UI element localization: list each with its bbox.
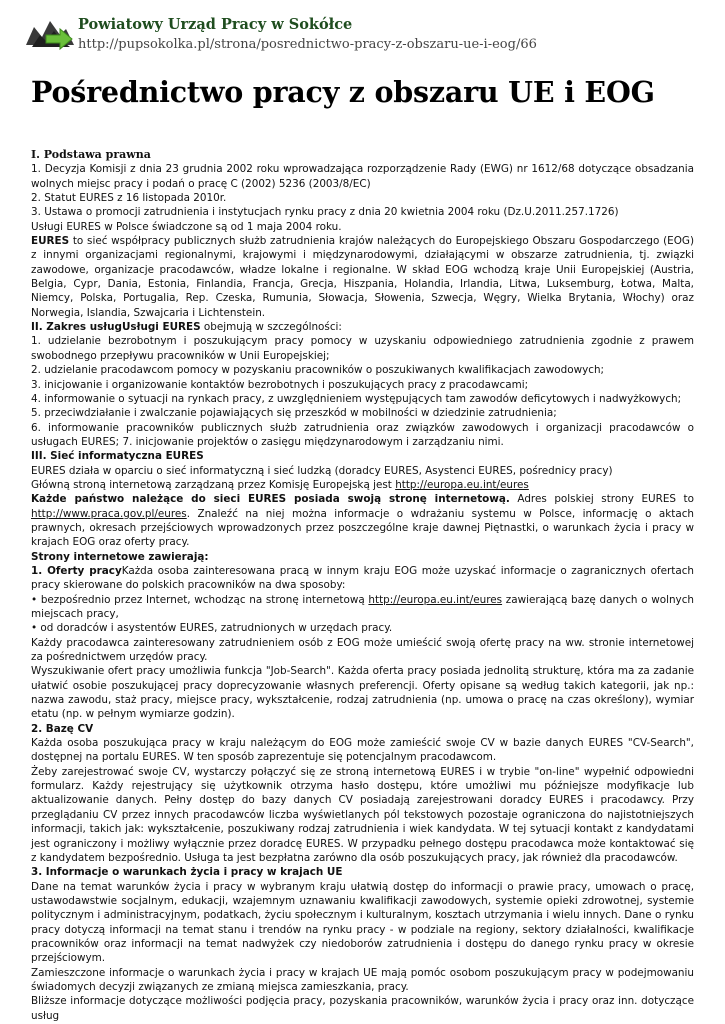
eures-description-text: to sieć współpracy publicznych służb zatrudnienia krajów należących do Europejskiego Obszaru Gospodarczego (EOG) z innymi organizacjami regionalnymi, krajowymi i międzynarodowymi, działającymi w obszarze zatrudnienia, tj. związki zawodowe, organizacje pracodawców, władze lokalne i regionalne. W skład EOG wchodzą kraje Unii Europejskiej (Austria, Belgia, Cypr, Dania, Estonia, Finlandia, Francja, Grecja, Hiszpania, Holandia, Irlandia, Litwa, Luksemburg, Łotwa, Malta, Niemcy, Polska, Portugalia, Rep. Czeska, Rumunia, Słowacja, Słowenia, Szwecja, Węgry, Wielka Brytania, Włochy) oraz Norwegia, Islandia, Szwajcaria i Lichtenstein. bbox=[31, 235, 694, 319]
eures-description bbox=[31, 234, 694, 320]
section-heading-network bbox=[31, 449, 694, 463]
legal-basis-item-1: 1. Decyzja Komisji z dnia 23 grudnia 2002 roku wprowadzająca rozporządzenie Rady (EWG) nr 1612/68 dotyczące obsadzania wolnych miejsc pracy i podań o pracę C (2002) 5236 (2003/8/EC) bbox=[31, 163, 694, 190]
site-header bbox=[26, 13, 716, 55]
scope-item-3: 3. inicjowanie i organizowanie kontaktów bezrobotnych i poszukujących pracy z pracodawcami; bbox=[31, 378, 529, 391]
site-name[interactable]: Powiatowy Urząd Pracy w Sokółce bbox=[78, 16, 353, 33]
cv-base-text-2: Żeby zarejestrować swoje CV, wystarczy połączyć się ze stroną internetową EURES i w trybie "on-line" wypełnić odpowiedni formularz. Każdy rejestrujący się użytkownik otrzyma hasło dostępu, które umożliwi mu późniejsze modyfikacje lub aktualizowanie danych. Pełny dostęp do bazy danych CV posiadają zarejestrowani doradcy EURES i pracodawcy. Przy przeglądaniu CV przez innych pracodawców liczba wyświetlanych pól tekstowych pozostaje ograniczona do najistotniejszych informacji, takich jak: wykształcenie, poszukiwany rodzaj zatrudnienia i wiek kandydata. W tej sytuacji kontakt z kandydatami jest ograniczony i możliwy wyłącznie przez doradcę EURES. W przypadku pełnego dostępu pracodawca może kontaktować się z kandydatem bezpośrednio. Usługa ta jest bezpłatna zarówno dla osób poszukujących pracy, jak również dla pracodawców. bbox=[31, 765, 694, 864]
bullet-internet-lead: • bezpośrednio przez Internet, wchodząc na stronę internetową bbox=[31, 593, 369, 606]
section-heading-legal-basis: I. Podstawa prawna bbox=[31, 148, 151, 161]
national-sites-bold: Każde państwo należące do sieci EURES posiada swoją stronę internetową. bbox=[31, 493, 510, 506]
job-offers-text: Każda osoba zainteresowana pracą w innym kraju EOG może uzyskać informacje o zagranicznych ofertach pracy skierowane do polskich pracowników na dwa sposoby: bbox=[31, 564, 694, 592]
employer-offer-text: Każdy pracodawca zainteresowany zatrudnieniem osób z EOG może umieścić swoją ofertę pracy na ww. stronie internetowej za pośrednictwem urzędów pracy. bbox=[31, 636, 694, 664]
section-heading-scope bbox=[31, 320, 694, 334]
legal-basis-item-2: 2. Statut EURES z 16 listopada 2010r. bbox=[31, 192, 227, 205]
scope-item-6: 6. informowanie pracowników publicznych służb zatrudnienia oraz związków zawodowych i organizacji pracodawców o usługach EURES; 7. inicjowanie projektów o zasięgu międzynarodowym i zarządzaniu nimi. bbox=[31, 421, 694, 448]
cv-base-text-1: Każda osoba poszukująca pracy w kraju należącym do EOG może zamieścić swoje CV w bazie danych EURES "CV-Search", dostępnej na portalu EURES. W ten sposób zaprezentuje się potencjalnym pracodawcom. bbox=[31, 737, 694, 764]
europa-eures-link[interactable]: http://europa.eu.int/eures bbox=[395, 478, 529, 491]
job-search-text: Wyszukiwanie ofert pracy umożliwia funkcja "Job-Search". Każda oferta pracy posiada jednolitą strukturę, która ma za zadanie ułatwić osobie poszukującej pracy doprecyzowanie własnych preferencji. Oferty opisane są według takich kategorii, jak np.: nazwa zawodu, staż pracy, miejsce pracy, wykształcenie, rodzaj zatrudnienia (np. umowa o pracę na czas określony), wymiar etatu (np. w pełnym wymiarze godzin). bbox=[31, 665, 694, 721]
pages-contain-heading bbox=[31, 550, 694, 564]
praca-gov-eures-link[interactable]: http://www.praca.gov.pl/eures bbox=[31, 507, 187, 520]
site-logo-icon bbox=[26, 17, 74, 51]
living-conditions-text-2: Zamieszczone informacje o warunkach życia i pracy w krajach UE mają pomóc osobom poszukującym pracy w podejmowaniu świadomych decyzji związanych ze zmianą miejsca zamieszkania, pracy. bbox=[31, 966, 694, 993]
network-text-2-lead: Główną stroną internetową zarządzaną przez Komisję Europejską jest bbox=[31, 478, 396, 491]
scope-item-5: 5. przeciwdziałanie i zwalczanie pojawiających się przeszkód w mobilności w dziedzinie zatrudnienia; bbox=[31, 407, 557, 420]
network-heading-bold: III. Sieć informatyczna EURES bbox=[31, 450, 204, 463]
living-conditions-text-1: Dane na temat warunków życia i pracy w wybranym kraju ułatwią dostęp do informacji o prawie pracy, umowach o pracę, ustawodawstwie socjalnym, edukacji, wzajemnym uznawaniu kwalifikacji zawodowych, systemie opieki zdrowotnej, systemie politycznym i administracyjnym, podatkach, życiu społecznym i kulturalnym, kosztach utrzymania i wielu innych. Dane o rynku pracy dotyczą informacji na temat stanu i trendów na rynku pracy - w podziale na regiony, sektory działalności, kwalifikacje pracowników oraz informacji na temat nadwyżek czy niedoborów zatrudnienia i dostępu do danego rynku pracy w okresie przejściowym. bbox=[31, 880, 694, 965]
scope-heading-bold: II. Zakres usługUsługi EURES bbox=[31, 321, 201, 334]
legal-basis-item-3: 3. Ustawa o promocji zatrudnienia i instytucjach rynku pracy z dnia 20 kwietnia 2004 roku (Dz.U.2011.257.1726) bbox=[31, 206, 619, 219]
bullet-internet-rest: zawierającą bazę danych o wolnych miejscach pracy, bbox=[31, 593, 694, 620]
national-sites-text-b: . Znaleźć na niej można informacje o wdrażaniu systemu w Polsce, informację o aktach prawnych, okresach przejściowych wprowadzonych przez poszczególne kraje dawnej Piętnastki, o warunkach życia i pracy w krajach EOG oraz oferty pracy. bbox=[31, 507, 694, 549]
job-offers-paragraph bbox=[31, 564, 694, 593]
national-sites-text-a: Adres polskiej strony EURES to bbox=[509, 493, 694, 506]
pages-contain-bold: Strony internetowe zawierają: bbox=[31, 550, 209, 563]
bullet-advisors: • od doradców i asystentów EURES, zatrudnionych w urzędach pracy. bbox=[31, 622, 393, 635]
living-conditions-heading bbox=[31, 865, 694, 879]
article-body bbox=[31, 148, 694, 1023]
scope-item-4: 4. informowanie o sytuacji na rynkach pracy, z uwzględnieniem występujących tam zawodów deficytowych i nadwyżkowych; bbox=[31, 392, 682, 405]
scope-item-2: 2. udzielanie pracodawcom pomocy w pozyskaniu pracowników o poszukiwanych kwalifikacjach zawodowych; bbox=[31, 364, 605, 377]
eures-term: EURES bbox=[31, 235, 70, 248]
living-conditions-text-3: Bliższe informacje dotyczące możliwości podjęcia pracy, pozyskania pracowników, warunków życia i pracy oraz inn. dotyczące usług bbox=[31, 995, 694, 1022]
national-sites-paragraph bbox=[31, 492, 694, 549]
page-url: http://pupsokolka.pl/strona/posrednictwo-pracy-z-obszaru-ue-i-eog/66 bbox=[78, 37, 537, 52]
cv-base-heading-bold: 2. Bazę CV bbox=[31, 722, 94, 735]
page-title: Pośrednictwo pracy z obszaru UE i EOG bbox=[31, 75, 655, 109]
cv-base-heading bbox=[31, 722, 694, 736]
living-conditions-heading-bold: 3. Informacje o warunkach życia i pracy w krajach UE bbox=[31, 866, 343, 879]
eures-start-note: Usługi EURES w Polsce świadczone są od 1 maja 2004 roku. bbox=[31, 220, 342, 233]
network-text-1: EURES działa w oparciu o sieć informatyczną i sieć ludzką (doradcy EURES, Asystenci EURES, pośrednicy pracy) bbox=[31, 464, 613, 477]
europa-eures-link-2[interactable]: http://europa.eu.int/eures bbox=[368, 593, 503, 606]
scope-item-1: 1. udzielanie bezrobotnym i poszukującym pracy pomocy w uzyskaniu odpowiedniego zatrudnienia zgodnie z prawem swobodnego przepływu pracowników w Unii Europejskiej; bbox=[31, 335, 694, 362]
job-offers-heading: 1. Oferty pracy bbox=[31, 564, 122, 577]
bullet-internet bbox=[31, 593, 694, 622]
network-text-2 bbox=[31, 478, 694, 492]
scope-heading-rest: obejmują w szczególności: bbox=[200, 321, 342, 334]
